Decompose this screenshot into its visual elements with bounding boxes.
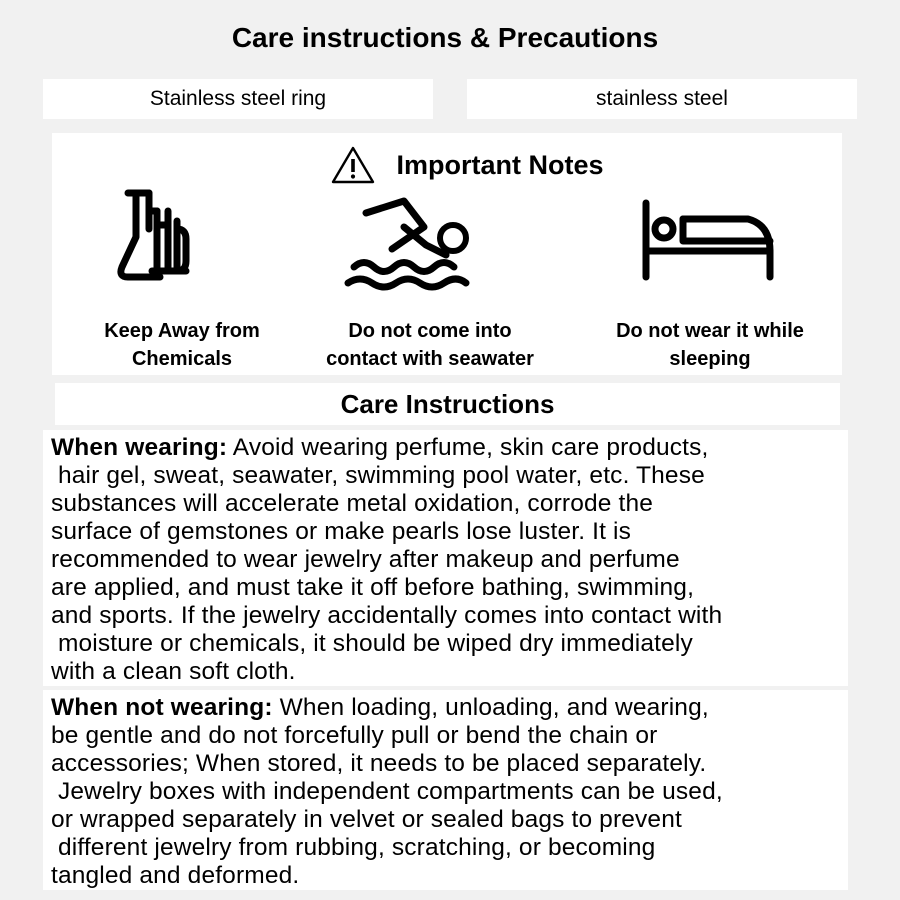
page-title: Care instructions & Precautions xyxy=(231,22,659,53)
when-not-wearing-text: When loading, unloading, and wearing, be gentle and do not forcefully pull or bend the chain or accessories; When stored, it needs to be placed separately. Jewelry boxes with independent compartments can be used, or wrapped separately in velvet or sealed bags to prevent different jewelry from rubbing, scratching, or becoming tangled and deformed. xyxy=(51,694,723,889)
bed-icon xyxy=(580,185,840,315)
important-notes-panel xyxy=(52,133,842,375)
important-notes-title: Important Notes xyxy=(396,149,604,180)
product-name: Stainless steel ring xyxy=(149,87,327,110)
note-sleeping-label: Do not wear it while sleeping xyxy=(616,320,804,370)
note-sleeping xyxy=(580,185,840,375)
warning-icon xyxy=(330,145,376,185)
note-chemicals xyxy=(52,185,312,375)
important-notes-header xyxy=(52,145,882,185)
note-seawater-label: Do not come into contact with seawater xyxy=(326,320,534,370)
swimmer-icon xyxy=(300,185,560,315)
when-wearing-text: Avoid wearing perfume, skin care products, hair gel, sweat, seawater, swimming pool water, etc. These substances will accelerate metal oxidation, corrode the surface of gemstones or make pearls lose luster. It is recommended to wear jewelry after makeup and perfume are applied, and must take it off before bathing, swimming, and sports. If the jewelry accidentally comes into contact with moisture or chemicals, it should be wiped dry immediately with a clean soft cloth. xyxy=(51,434,723,685)
when-not-wearing-heading: When not wearing: xyxy=(51,694,273,721)
note-seawater xyxy=(300,185,560,375)
when-wearing-paragraph xyxy=(43,430,848,686)
care-instructions-title: Care Instructions xyxy=(55,383,840,425)
material-box xyxy=(467,79,857,119)
when-not-wearing-paragraph xyxy=(43,690,848,890)
when-wearing-heading: When wearing: xyxy=(51,434,228,461)
material-name: stainless steel xyxy=(596,87,728,110)
note-chemicals-label: Keep Away from Chemicals xyxy=(104,320,260,370)
product-name-box xyxy=(43,79,433,119)
chemical-flask-icon xyxy=(52,185,312,315)
